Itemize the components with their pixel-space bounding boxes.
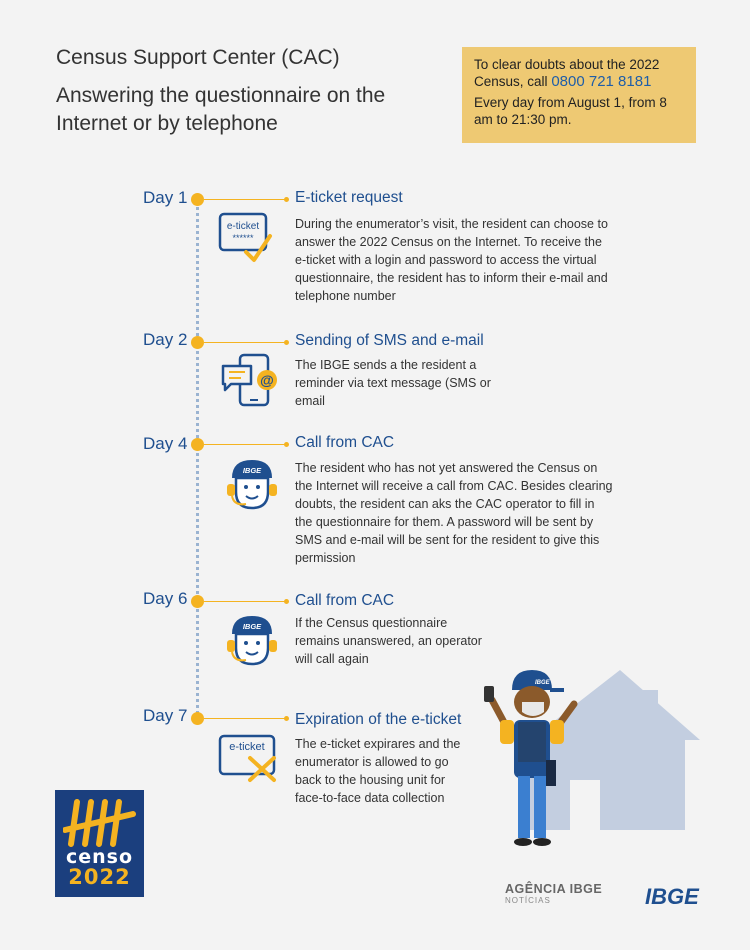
step-desc-4: The resident who has not yet answered the Census on the Internet will receive a call from CAC. Besides clearing doubts, the resident can aks the CAC operator to fill in the questionnaire for them. A password will be sent by SMS and e-mail will be sent for the resident to give this permission bbox=[295, 461, 613, 565]
timeline-dot bbox=[191, 193, 204, 206]
day-label-4: Day 4 bbox=[143, 434, 188, 453]
cac-operator-icon bbox=[224, 456, 280, 514]
step-title-6: Call from CAC bbox=[295, 592, 395, 609]
svg-text:IBGE: IBGE bbox=[242, 622, 262, 631]
e-ticket-check-icon bbox=[218, 210, 274, 266]
svg-text:******: ****** bbox=[232, 233, 254, 243]
house-enumerator-illustration bbox=[470, 660, 710, 860]
censo-2022-logo bbox=[55, 790, 144, 897]
timeline-connector bbox=[204, 718, 286, 719]
agencia-ibge-logo: AGÊNCIA IBGE NOTÍCIAS bbox=[505, 882, 603, 905]
timeline-dot bbox=[191, 595, 204, 608]
timeline-dot bbox=[191, 438, 204, 451]
step-title-2: Sending of SMS and e-mail bbox=[295, 332, 484, 349]
timeline-dot bbox=[191, 336, 204, 349]
logo-text-censo: censo bbox=[65, 846, 134, 868]
step-title-4: Call from CAC bbox=[295, 434, 395, 451]
ibge-logo: IBGE bbox=[645, 884, 699, 909]
step-desc-6: If the Census questionnaire remains unanswered, an operator will call again bbox=[295, 616, 482, 666]
page-title: Census Support Center (CAC) bbox=[56, 46, 340, 69]
step-desc-2: The IBGE sends a the resident a reminder via text message (SMS or email bbox=[295, 358, 491, 408]
svg-text:IBGE: IBGE bbox=[535, 680, 550, 686]
page-subtitle: Answering the questionnaire on the Internet or by telephone bbox=[56, 84, 386, 135]
day-label-2: Day 2 bbox=[143, 330, 188, 349]
step-title-1: E-ticket request bbox=[295, 189, 403, 206]
step-desc-1: During the enumerator’s visit, the resident can choose to answer the 2022 Census on the Internet. To receive the e-ticket with a login and password to access the virtual questionnaire, the resident has to inform their e-mail and telephone number bbox=[295, 217, 608, 303]
timeline-connector bbox=[204, 199, 286, 200]
timeline-connector bbox=[204, 601, 286, 602]
step-title-7: Expiration of the e-ticket bbox=[295, 711, 462, 728]
contact-line: To clear doubts about the 2022 Census, call 0800 721 8181 bbox=[474, 57, 660, 90]
timeline-dot bbox=[191, 712, 204, 725]
phone-number[interactable]: 0800 721 8181 bbox=[551, 73, 652, 90]
timeline-line bbox=[196, 200, 199, 720]
tally-marks-icon bbox=[63, 798, 136, 848]
svg-text:e-ticket: e-ticket bbox=[226, 221, 260, 232]
timeline-connector bbox=[204, 444, 286, 445]
svg-text:e-ticket: e-ticket bbox=[229, 741, 265, 753]
svg-text:@: @ bbox=[260, 372, 274, 388]
svg-text:IBGE: IBGE bbox=[242, 466, 262, 475]
cac-operator-icon bbox=[224, 612, 280, 670]
day-label-7: Day 7 bbox=[143, 706, 188, 725]
contact-info-box bbox=[462, 47, 696, 143]
contact-hours: Every day from August 1, from 8 am to 21:30 pm. bbox=[474, 95, 667, 127]
day-label-1: Day 1 bbox=[143, 188, 188, 207]
day-label-6: Day 6 bbox=[143, 589, 188, 608]
expired-e-ticket-icon bbox=[218, 734, 278, 784]
logo-text-year: 2022 bbox=[68, 865, 131, 889]
sms-email-icon bbox=[220, 352, 280, 410]
step-desc-7: The e-ticket expirares and the enumerator is allowed to go back to the housing unit for face-to-face data collection bbox=[295, 737, 461, 805]
timeline-connector bbox=[204, 342, 286, 343]
